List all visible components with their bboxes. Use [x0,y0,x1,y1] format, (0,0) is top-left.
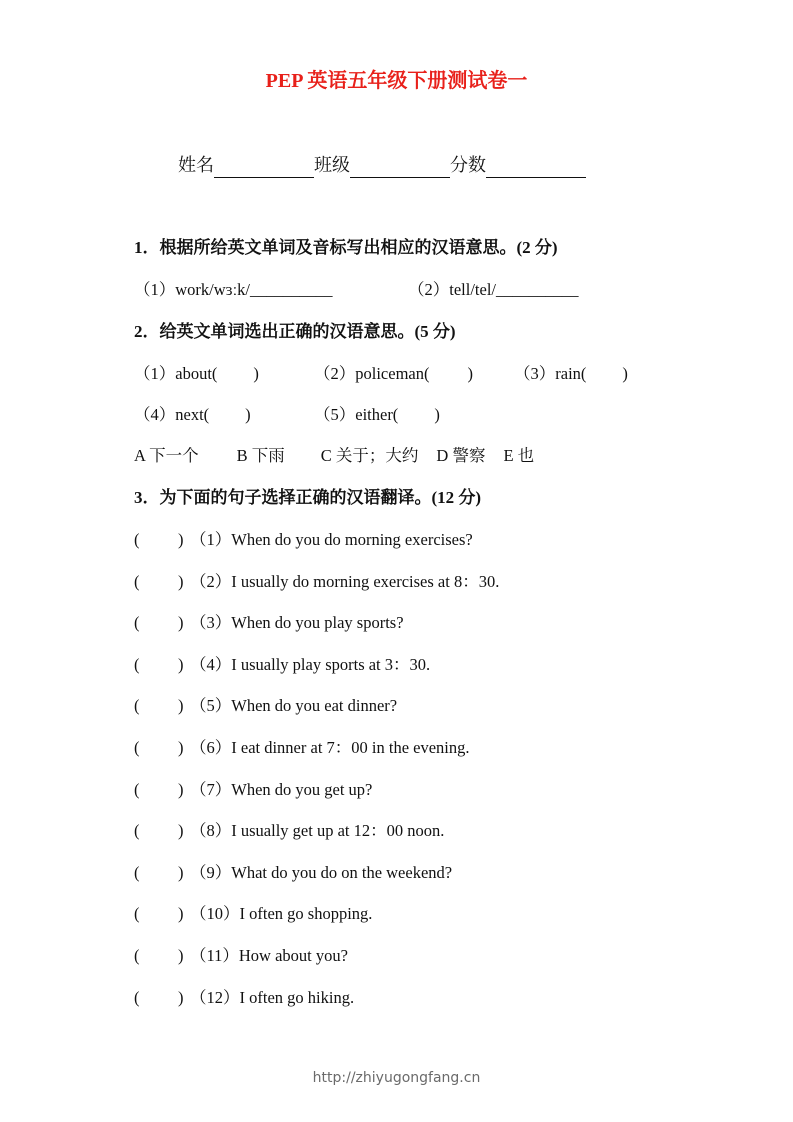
section2-heading: 2．给英文单词选出正确的汉语意思。(5 分) [134,322,456,341]
score-blank[interactable] [486,157,586,178]
question-row-10 [0,901,793,927]
name-label: 姓名 [178,155,214,175]
question-row-12 [0,985,793,1011]
question-text: （6）I eat dinner at 7：00 in the evening. [190,738,470,757]
answer-open-paren[interactable]: ( [134,738,140,757]
question-text: （9）What do you do on the weekend? [190,863,453,882]
question-row-2 [0,569,793,595]
section2-item-2: （2）policeman( ) [314,364,473,383]
footer-url[interactable]: http://zhiyugongfang.cn [312,1070,481,1086]
section2-options [134,444,534,468]
question-row-7 [0,777,793,803]
section1-item-1: （1）work/wɜːk/__________ [134,280,333,299]
class-blank[interactable] [350,157,450,178]
question-text: （5）When do you eat dinner? [190,696,398,715]
question-text: （4）I usually play sports at 3：30. [190,655,431,674]
answer-close-paren: ) [178,696,184,715]
answer-close-paren: ) [178,530,184,549]
section2-item-1: （1）about( ) [134,364,259,383]
question-row-8 [0,818,793,844]
section1-heading: 1．根据所给英文单词及音标写出相应的汉语意思。(2 分) [134,238,558,257]
answer-open-paren[interactable]: ( [134,655,140,674]
answer-open-paren[interactable]: ( [134,863,140,882]
answer-close-paren: ) [178,738,184,757]
question-text: （10）I often go shopping. [190,904,373,923]
answer-open-paren[interactable]: ( [134,613,140,632]
question-text: （12）I often go hiking. [190,988,355,1007]
section2-item-5: （5）either( ) [314,405,440,424]
question-row-9 [0,860,793,886]
score-label: 分数 [450,155,486,175]
answer-open-paren[interactable]: ( [134,904,140,923]
section1-item-2: （2）tell/tel/__________ [408,280,579,299]
answer-close-paren: ) [178,946,184,965]
answer-close-paren: ) [178,780,184,799]
question-text: （1）When do you do morning exercises? [190,530,473,549]
answer-open-paren[interactable]: ( [134,530,140,549]
answer-open-paren[interactable]: ( [134,946,140,965]
page-title: PEP 英语五年级下册测试卷一 [265,70,528,92]
question-row-6 [0,735,793,761]
question-text: （8）I usually get up at 12：00 noon. [190,821,445,840]
option-d: D 警察 [436,446,486,465]
answer-open-paren[interactable]: ( [134,780,140,799]
question-row-1 [0,527,793,553]
question-text: （11）How about you? [190,946,348,965]
question-row-11 [0,943,793,969]
answer-open-paren[interactable]: ( [134,988,140,1007]
question-text: （7）When do you get up? [190,780,373,799]
option-a: A 下一个 [134,446,199,465]
answer-close-paren: ) [178,988,184,1007]
question-text: （3）When do you play sports? [190,613,404,632]
answer-close-paren: ) [178,655,184,674]
answer-close-paren: ) [178,904,184,923]
answer-close-paren: ) [178,863,184,882]
answer-close-paren: ) [178,613,184,632]
option-e: E 也 [503,446,535,465]
question-row-3 [0,610,793,636]
option-c: C 关于；大约 [320,446,419,465]
question-row-5 [0,693,793,719]
name-blank[interactable] [214,157,314,178]
answer-open-paren[interactable]: ( [134,821,140,840]
answer-open-paren[interactable]: ( [134,696,140,715]
class-label: 班级 [314,155,350,175]
section3-heading: 3．为下面的句子选择正确的汉语翻译。(12 分) [134,488,482,507]
answer-close-paren: ) [178,572,184,591]
question-row-4 [0,652,793,678]
student-info [178,152,586,178]
answer-open-paren[interactable]: ( [134,572,140,591]
question-text: （2）I usually do morning exercises at 8：30. [190,572,500,591]
section2-item-3: （3）rain( ) [514,364,628,383]
option-b: B 下雨 [236,446,285,465]
answer-close-paren: ) [178,821,184,840]
section2-item-4: （4）next( ) [134,405,251,424]
